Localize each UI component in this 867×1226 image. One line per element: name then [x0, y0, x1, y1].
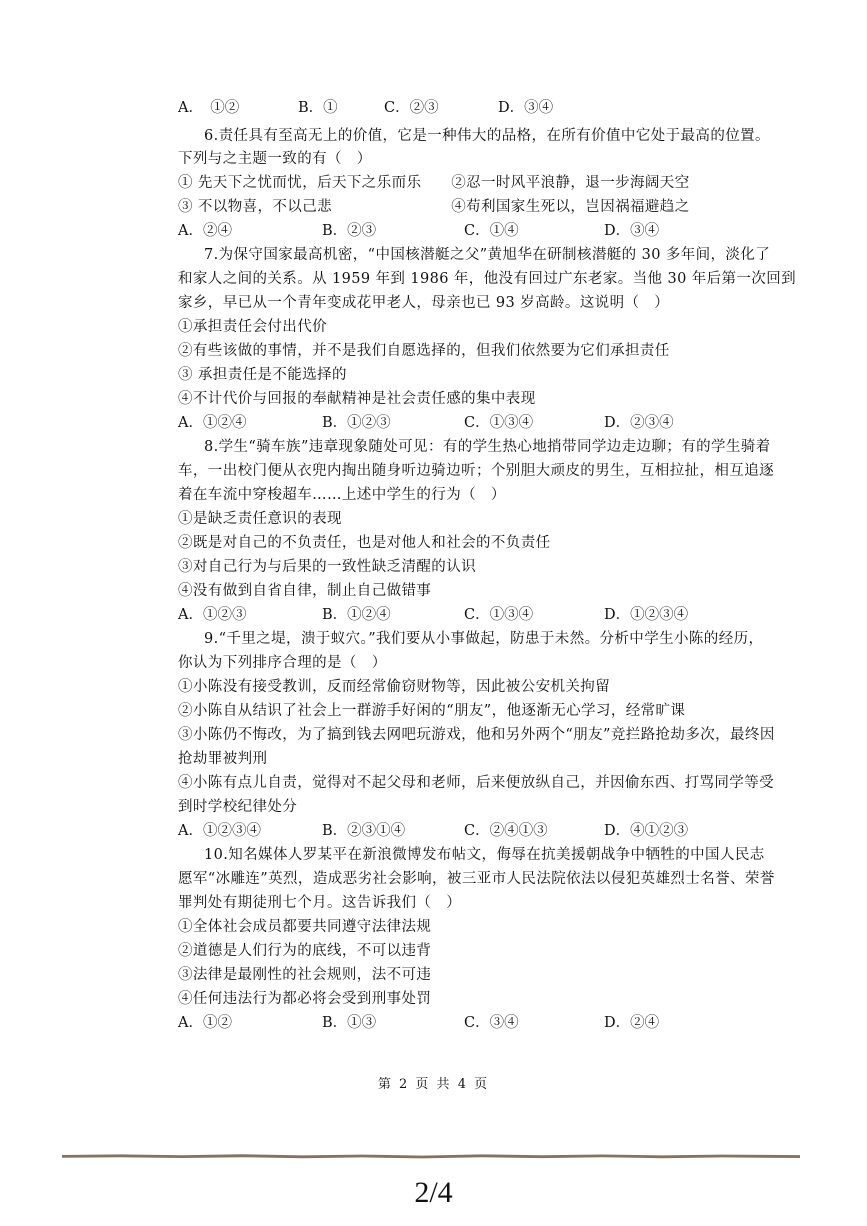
question-10-item-2: ②道德是人们行为的底线，不可以违背	[178, 943, 432, 959]
question-8-item-4: ④没有做到自省自律，制止自己做错事	[178, 583, 432, 599]
option-b: B．②③①④	[322, 823, 406, 839]
question-7-stem-cont: 家乡，早已从一个青年变成花甲老人，母亲也已 93 岁高龄。这说明（ ）	[178, 295, 670, 311]
question-7-item-1: ①承担责任会付出代价	[178, 319, 327, 335]
page-footer: 第 2 页 共 4 页	[377, 1077, 490, 1092]
question-8-stem: 8.学生“骑车族”违章现象随处可见：有的学生热心地捎带同学边走边聊；有的学生骑着	[204, 439, 771, 455]
question-9-item-4-cont: 到时学校纪律处分	[178, 799, 298, 815]
question-6-item-1-2: ① 先天下之忧而忧，后天下之乐而乐 ②忍一时风平浪静，退一步海阔天空	[178, 175, 690, 191]
question-8-item-2: ②既是对自己的不负责任，也是对他人和社会的不负责任	[178, 535, 551, 551]
option-b: B．①③	[322, 1015, 377, 1031]
option-a: A．①②③	[178, 607, 247, 623]
question-9-item-3: ③小陈仍不悔改，为了搞到钱去网吧玩游戏，他和另外两个“朋友”竞拦路抢劫多次，最终因	[178, 727, 775, 743]
option-d: D．①②③④	[604, 607, 689, 623]
option-b: B．①	[298, 100, 338, 116]
question-9-stem-cont: 你认为下列排序合理的是（ ）	[178, 655, 387, 671]
question-8-stem-cont: 着在车流中穿梭超车……上述中学生的行为（ ）	[178, 487, 506, 503]
question-10-stem-cont: 罪判处有期徒刑七个月。这告诉我们（ ）	[178, 895, 462, 911]
option-c: C．②④①③	[464, 823, 548, 839]
answer-options-q6	[178, 221, 738, 241]
option-d: D．②③④	[604, 415, 674, 431]
question-9-item-1: ①小陈没有接受教训，反而经常偷窃财物等，因此被公安机关拘留	[178, 679, 611, 695]
option-a: A． ①②	[178, 100, 240, 116]
question-9-item-2: ②小陈自从结识了社会上一群游手好闲的“朋友”，他逐渐无心学习，经常旷课	[178, 703, 686, 719]
option-d: D．③④	[498, 100, 554, 116]
question-10-stem: 10.知名媒体人罗某平在新浪微博发布帖文，侮辱在抗美援朝战争中牺牲的中国人民志	[204, 847, 765, 863]
question-6-item-3-4: ③ 不以物喜，不以己悲 ④苟利国家生死以，岂因祸福避趋之	[178, 199, 690, 215]
option-a: A．①②	[178, 1015, 232, 1031]
option-d: D．④①②③	[604, 823, 689, 839]
option-c: C．②③	[384, 100, 439, 116]
option-b: B．②③	[322, 223, 377, 239]
option-c: C．①③④	[464, 607, 534, 623]
question-6-stem: 6.责任具有至高无上的价值，它是一种伟大的品格，在所有价值中它处于最高的位置。	[204, 128, 770, 144]
question-7-stem-cont: 和家人之间的关系。从 1959 年到 1986 年，他没有回过广东老家。当他 30 年后第一次回到	[178, 271, 797, 287]
page-number: 2/4	[414, 1176, 453, 1209]
option-b: B．①②③	[322, 415, 391, 431]
option-d: D．③④	[604, 223, 660, 239]
question-10-item-4: ④任何违法行为都必将会受到刑事处罚	[178, 991, 432, 1007]
question-10-stem-cont: 愿军“冰雕连”英烈，造成恶劣社会影响，被三亚市人民法院依法以侵犯英雄烈士名誉、荣誉	[178, 871, 775, 887]
option-c: C．①④	[464, 223, 519, 239]
question-6-stem-cont: 下列与之主题一致的有（ ）	[178, 151, 372, 167]
answer-options-q9	[178, 821, 738, 841]
option-d: D．②④	[604, 1015, 660, 1031]
option-c: C．①③④	[464, 415, 534, 431]
question-9-stem: 9.“千里之堤，溃于蚁穴。”我们要从小事做起，防患于未然。分析中学生小陈的经历，	[204, 631, 764, 647]
question-7-item-3: ③ 承担责任是不能选择的	[178, 367, 347, 383]
option-a: A．②④	[178, 223, 232, 239]
question-9-item-3-cont: 抢劫罪被判刑	[178, 751, 268, 767]
question-10-item-3: ③法律是最刚性的社会规则，法不可违	[178, 967, 432, 983]
question-8-item-3: ③对自己行为与后果的一致性缺乏清醒的认识	[178, 559, 476, 575]
option-c: C．③④	[464, 1015, 519, 1031]
question-8-item-1: ①是缺乏责任意识的表现	[178, 511, 342, 527]
question-8-stem-cont: 车，一出校门便从衣兜内掏出随身听边骑边听；个别胆大顽皮的男生，互相拉扯，相互追逐	[178, 463, 774, 479]
question-10-item-1: ①全体社会成员都要共同遵守法律法规	[178, 919, 432, 935]
torn-edge-divider	[62, 1152, 800, 1160]
question-7-item-2: ②有些该做的事情，并不是我们自愿选择的，但我们依然要为它们承担责任	[178, 343, 670, 359]
question-7-item-4: ④不计代价与回报的奉献精神是社会责任感的集中表现	[178, 391, 536, 407]
option-a: A．①②④	[178, 415, 247, 431]
answer-options-q5	[178, 98, 738, 118]
answer-options-q8	[178, 605, 738, 625]
answer-options-q10	[178, 1013, 738, 1033]
option-a: A．①②③④	[178, 823, 261, 839]
question-9-item-4: ④小陈有点儿自责，觉得对不起父母和老师，后来便放纵自己，并因偷东西、打骂同学等受	[178, 775, 774, 791]
option-b: B．①②④	[322, 607, 391, 623]
answer-options-q7	[178, 413, 738, 433]
question-7-stem: 7.为保守国家最高机密，“中国核潜艇之父”黄旭华在研制核潜艇的 30 多年间，淡化了	[204, 247, 771, 263]
